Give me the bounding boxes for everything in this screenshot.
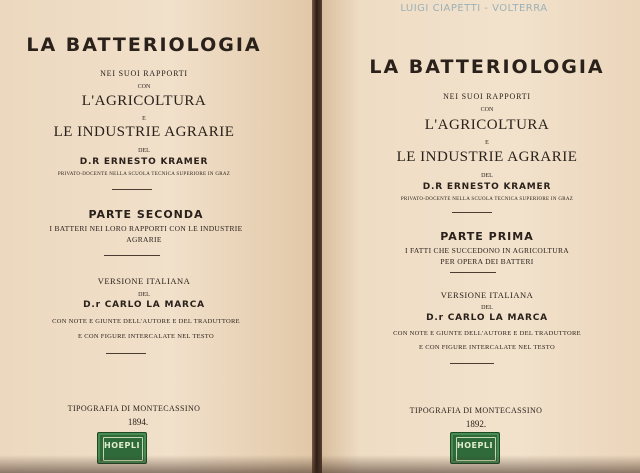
figures-line: E CON FIGURE INTERCALATE NEL TESTO <box>419 344 555 351</box>
printer: TIPOGRAFIA DI MONTECASSINO <box>409 406 543 415</box>
subtitle-e: E <box>142 116 146 122</box>
divider <box>112 189 152 190</box>
part-description-cont: AGRARIE <box>126 235 162 244</box>
figures-line: E CON FIGURE INTERCALATE NEL TESTO <box>78 333 214 340</box>
subtitle-con: CON <box>480 107 494 113</box>
subtitle-industrie: LE INDUSTRIE AGRARIE <box>53 124 235 140</box>
divider <box>450 363 494 364</box>
subtitle-del: DEL <box>481 173 493 179</box>
notes-line: CON NOTE E GIUNTE DELL'AUTORE E DEL TRADUTTORE <box>52 318 240 325</box>
subtitle-del: DEL <box>138 148 150 154</box>
printer: TIPOGRAFIA DI MONTECASSINO <box>67 404 201 413</box>
translator-name: D.r CARLO LA MARCA <box>426 313 548 323</box>
subtitle-agricoltura: L'AGRICOLTURA <box>81 93 207 109</box>
part-title: PARTE PRIMA <box>440 230 534 243</box>
book-title: LA BATTERIOLOGIA <box>369 56 605 78</box>
owner-stamp: LUIGI CIAPETTI - VOLTERRA <box>400 3 548 14</box>
publication-year: 1892. <box>465 419 487 429</box>
part-description: I BATTERI NEI LORO RAPPORTI CON LE INDUSTRIE <box>49 224 243 233</box>
book-gutter <box>312 0 322 473</box>
divider <box>452 212 492 213</box>
subtitle-line: NEI SUOI RAPPORTI <box>443 92 531 101</box>
part-description-cont: PER OPERA DEI BATTERI <box>440 257 534 266</box>
author-role: PRIVATO-DOCENTE NELLA SCUOLA TECNICA SUPERIORE IN GRAZ <box>57 172 231 177</box>
publication-year: 1894. <box>127 417 149 427</box>
page-shadow <box>0 455 640 473</box>
version-label: VERSIONE ITALIANA <box>97 276 191 286</box>
divider <box>450 272 496 273</box>
subtitle-e: E <box>485 140 489 146</box>
subtitle-agricoltura: L'AGRICOLTURA <box>424 117 550 133</box>
subtitle-industrie: LE INDUSTRIE AGRARIE <box>396 149 578 165</box>
part-description: I FATTI CHE SUCCEDONO IN AGRICOLTURA <box>405 246 569 255</box>
subtitle-con: CON <box>137 84 151 90</box>
author-name: D.R ERNESTO KRAMER <box>422 182 552 192</box>
publisher-logo-text: HOEPLI <box>104 441 140 450</box>
author-name: D.R ERNESTO KRAMER <box>79 157 209 167</box>
left-title-page <box>0 0 312 473</box>
divider <box>106 353 146 354</box>
translator-name: D.r CARLO LA MARCA <box>83 300 205 310</box>
right-title-page <box>322 0 640 473</box>
author-role: PRIVATO-DOCENTE NELLA SCUOLA TECNICA SUPERIORE IN GRAZ <box>400 197 574 202</box>
notes-line: CON NOTE E GIUNTE DELL'AUTORE E DEL TRADUTTORE <box>393 330 581 337</box>
part-title: PARTE SECONDA <box>88 208 204 221</box>
version-label: VERSIONE ITALIANA <box>440 290 534 300</box>
version-del: DEL <box>138 292 150 298</box>
version-del: DEL <box>481 305 493 311</box>
subtitle-line: NEI SUOI RAPPORTI <box>100 69 188 78</box>
divider <box>104 255 160 256</box>
book-title: LA BATTERIOLOGIA <box>26 34 262 56</box>
publisher-logo-text: HOEPLI <box>457 441 493 450</box>
